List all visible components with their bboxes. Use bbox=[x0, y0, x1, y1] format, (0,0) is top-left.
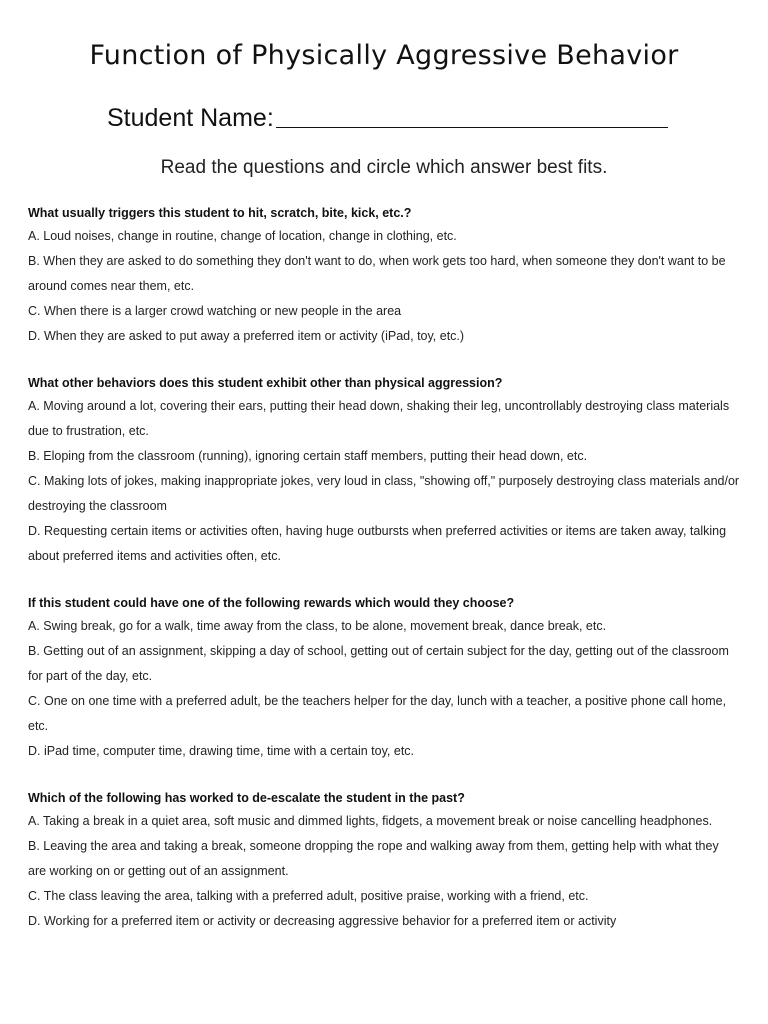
answer-option-c: C. Making lots of jokes, making inappropriate jokes, very loud in class, "showing off," purposely destroying class materials and/or destroying the classroom bbox=[28, 474, 740, 513]
answer-option-a: A. Moving around a lot, covering their ears, putting their head down, shaking their leg, uncontrollably destroying class materials due to frustration, etc. bbox=[28, 399, 730, 438]
answer-option-c: C. When there is a larger crowd watching or new people in the area bbox=[28, 304, 402, 318]
answer-option-d: D. iPad time, computer time, drawing time, time with a certain toy, etc. bbox=[28, 744, 415, 758]
answer-option-d: D. When they are asked to put away a preferred item or activity (iPad, toy, etc.) bbox=[28, 329, 465, 343]
question-text: What other behaviors does this student exhibit other than physical aggression? bbox=[28, 376, 503, 390]
question-block-3 bbox=[28, 593, 740, 764]
answer-option-a: A. Taking a break in a quiet area, soft music and dimmed lights, fidgets, a movement break or noise cancelling headphones. bbox=[28, 814, 713, 828]
question-block-1 bbox=[28, 203, 740, 349]
answer-option-a: A. Loud noises, change in routine, change of location, change in clothing, etc. bbox=[28, 229, 457, 243]
question-text: What usually triggers this student to hit, scratch, bite, kick, etc.? bbox=[28, 206, 412, 220]
worksheet-title: Function of Physically Aggressive Behavior bbox=[89, 40, 679, 71]
student-name-blank-line bbox=[276, 126, 668, 128]
answer-option-d: D. Requesting certain items or activities often, having huge outbursts when preferred activities or items are taken away, talking about preferred items and activities often, etc. bbox=[28, 524, 727, 563]
question-block-4 bbox=[28, 788, 740, 934]
answer-option-d: D. Working for a preferred item or activity or decreasing aggressive behavior for a preferred item or activity bbox=[28, 914, 617, 928]
instructions: Read the questions and circle which answer best fits. bbox=[160, 157, 608, 178]
answer-option-b: B. Getting out of an assignment, skipping a day of school, getting out of certain subject for the day, getting out of the classroom for part of the day, etc. bbox=[28, 644, 729, 683]
answer-option-b: B. Eloping from the classroom (running), ignoring certain staff members, putting their head down, etc. bbox=[28, 449, 588, 463]
answer-option-c: C. One on one time with a preferred adult, be the teachers helper for the day, lunch with a teacher, a positive phone call home, etc. bbox=[28, 694, 727, 733]
student-name-field bbox=[107, 104, 668, 133]
question-list bbox=[28, 203, 740, 958]
answer-option-a: A. Swing break, go for a walk, time away from the class, to be alone, movement break, dance break, etc. bbox=[28, 619, 607, 633]
answer-option-b: B. Leaving the area and taking a break, someone dropping the rope and walking away from them, getting help with what they are working on or getting out of an assignment. bbox=[28, 839, 719, 878]
question-text: If this student could have one of the following rewards which would they choose? bbox=[28, 596, 515, 610]
answer-option-c: C. The class leaving the area, talking with a preferred adult, positive praise, working with a friend, etc. bbox=[28, 889, 589, 903]
question-text: Which of the following has worked to de-escalate the student in the past? bbox=[28, 791, 465, 805]
question-block-2 bbox=[28, 373, 740, 569]
student-name-label: Student Name: bbox=[107, 104, 274, 132]
answer-option-b: B. When they are asked to do something they don't want to do, when work gets too hard, when someone they don't want to be around comes near them, etc. bbox=[28, 254, 726, 293]
